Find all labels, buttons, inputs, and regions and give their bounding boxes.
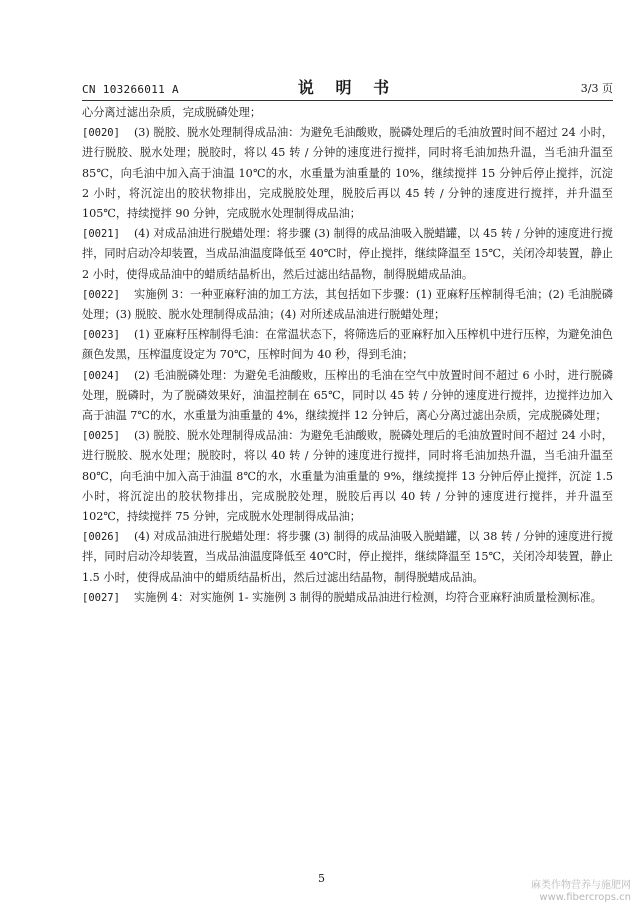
watermark-line: 麻类作物营养与施肥网 <box>531 880 631 891</box>
paragraph-text: 心分离过滤出杂质，完成脱磷处理； <box>82 106 262 119</box>
paragraph <box>82 527 613 588</box>
paragraph-number: [0026] <box>82 531 120 544</box>
page-header <box>82 78 613 101</box>
paragraph <box>82 123 613 224</box>
paragraph-number: [0022] <box>82 288 120 301</box>
paragraph <box>82 103 613 123</box>
doc-title: 说 明 书 <box>297 78 398 97</box>
paragraph-number: [0025] <box>82 430 120 443</box>
page-number: 5 <box>318 872 325 885</box>
paragraph-text: 实施例 3：一种亚麻籽油的加工方法，其包括如下步骤：(1) 亚麻籽压榨制得毛油；(2) 毛油脱磷处理；(3) 脱胶、脱水处理制得成品油；(4) 对所述成品油进行脱蜡处理； <box>82 287 613 322</box>
paragraph <box>82 426 613 527</box>
paragraph-number: [0023] <box>82 329 120 342</box>
paragraph-text: (3) 脱胶、脱水处理制得成品油：为避免毛油酸败，脱磷处理后的毛油放置时间不超过 24 小时，进行脱胶、脱水处理；脱胶时，将以 45 转 / 分钟的速度进行搅拌，同时将毛油加热升温，当毛油升温至 85℃，向毛油中加入高于油温 10℃的水，水重量为油重量的 10%，继续搅拌 15 分钟后停止搅拌，沉淀 2 小时，将沉淀出的胶状物排出，完成脱胶处理，脱胶后再以 45 转 / 分钟的速度进行搅拌，并升温至 105℃，持续搅拌 90 分钟，完成脱水处理制得成品油； <box>82 126 613 221</box>
paragraph-text: (2) 毛油脱磷处理：为避免毛油酸败，压榨出的毛油在空气中放置时间不超过 6 小时，进行脱磷处理，脱磷时，为了脱磷效果好，油温控制在 65℃，同时以 45 转 / 分钟的速度进行搅拌，边搅拌边加入高于油温 7℃的水，水重量为油重量的 4%，继续搅拌 12 分钟后，离心分离过滤出杂质，完成脱磷处理； <box>82 368 613 423</box>
paragraph-text: (1) 亚麻籽压榨制得毛油：在常温状态下，将筛选后的亚麻籽加入压榨机中进行压榨，为避免油色颜色发黑，压榨温度设定为 70℃，压榨时间为 40 秒，得到毛油； <box>82 328 613 362</box>
paragraph <box>82 224 613 285</box>
paragraph-text: (3) 脱胶、脱水处理制得成品油：为避免毛油酸败，脱磷处理后的毛油放置时间不超过 24 小时，进行脱胶、脱水处理；脱胶时，将以 40 转 / 分钟的速度进行搅拌，同时将毛油加热升温，当毛油升温至 80℃，向毛油中加入高于油温 8℃的水，水重量为油重量的 9%，继续搅拌 13 分钟后停止搅拌，沉淀 1.5 小时，将沉淀出的胶状物排出，完成脱胶处理，脱胶后再以 40 转 / 分钟的速度进行搅拌，并升温至 102℃，持续搅拌 75 分钟，完成脱水处理制得成品油； <box>82 429 613 524</box>
paragraph <box>82 325 613 365</box>
paragraph-number: [0027] <box>82 591 120 604</box>
paragraph-number: [0024] <box>82 369 120 382</box>
document-body <box>82 103 613 608</box>
watermark-url: www.fibercrops.cn <box>539 892 631 903</box>
paragraph-number: [0021] <box>82 228 120 241</box>
watermark <box>531 880 631 904</box>
doc-number: CN 103266011 A <box>82 83 179 96</box>
paragraph-text: 实施例 4：对实施例 1- 实施例 3 制得的脱蜡成品油进行检测，均符合亚麻籽油质量检测标准。 <box>133 590 602 604</box>
paragraph-text: (4) 对成品油进行脱蜡处理：将步骤 (3) 制得的成品油吸入脱蜡罐，以 45 转 / 分钟的速度进行搅拌，同时启动冷却装置，当成品油温度降低至 40℃时，停止搅拌，继续降温至 15℃，关闭冷却装置，静止 2 小时，使得成品油中的蜡质结晶析出，然后过滤出结晶物，制得脱蜡成品油。 <box>82 227 613 281</box>
page-indicator: 3/3 页 <box>580 82 613 95</box>
paragraph <box>82 366 613 427</box>
paragraph-text: (4) 对成品油进行脱蜡处理：将步骤 (3) 制得的成品油吸入脱蜡罐，以 38 转 / 分钟的速度进行搅拌，同时启动冷却装置，当成品油温度降低至 40℃时，停止搅拌，继续降温至 15℃，关闭冷却装置，静止 1.5 小时，使得成品油中的蜡质结晶析出，然后过滤出结晶物，制得脱蜡成品油。 <box>82 530 613 584</box>
paragraph-number: [0020] <box>82 127 120 140</box>
paragraph <box>82 285 613 325</box>
paragraph <box>82 588 613 608</box>
